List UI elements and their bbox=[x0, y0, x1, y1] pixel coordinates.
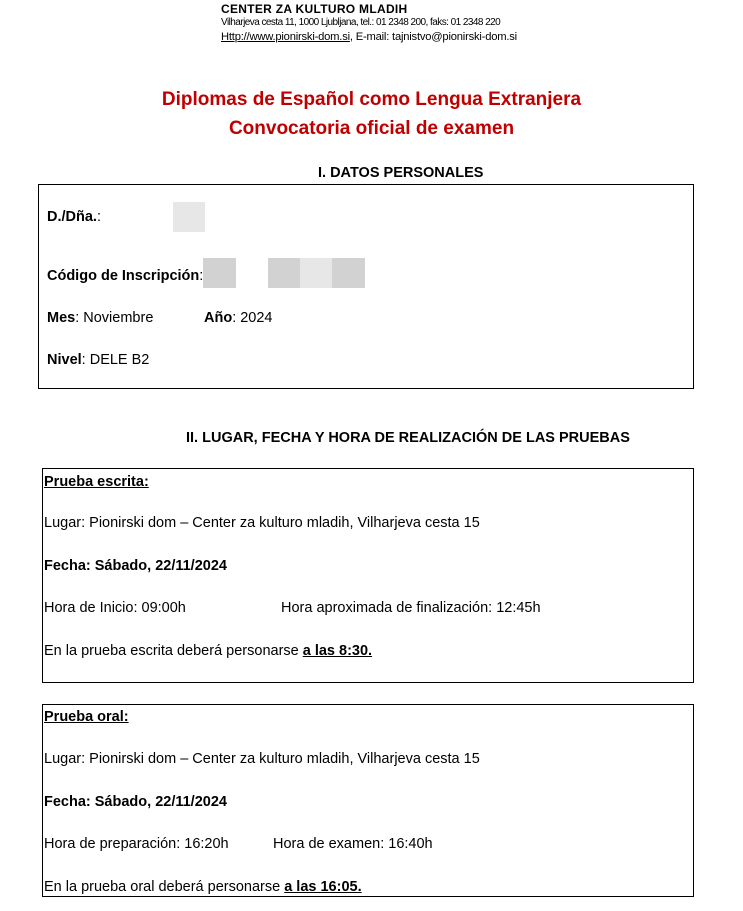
oral-test-exam: Hora de examen: 16:40h bbox=[273, 836, 433, 852]
email-link[interactable]: tajnistvo@pionirski-dom.si bbox=[392, 31, 517, 43]
oral-test-title: Prueba oral: bbox=[44, 709, 129, 725]
name-colon: : bbox=[96, 209, 101, 225]
level-label: Nivel bbox=[47, 352, 82, 368]
name-row bbox=[47, 209, 101, 225]
name-label: D./Dña. bbox=[47, 209, 97, 225]
personal-data-heading: I. DATOS PERSONALES bbox=[318, 165, 484, 181]
org-address: Vilharjeva cesta 11, 1000 Ljubljana, tel.: 01 2348 200, faks: 01 2348 220 bbox=[221, 17, 501, 28]
level-row bbox=[47, 352, 149, 368]
redacted-code-part-1 bbox=[203, 258, 236, 288]
redacted-code-part-2 bbox=[268, 258, 300, 288]
written-test-date: Fecha: Sábado, 22/11/2024 bbox=[44, 558, 227, 574]
document-title: Diplomas de Español como Lengua Extranjera bbox=[161, 89, 582, 110]
month-label: Mes bbox=[47, 310, 76, 326]
code-row bbox=[47, 268, 203, 284]
org-name: CENTER ZA KULTURO MLADIH bbox=[221, 2, 408, 16]
month-row bbox=[47, 310, 153, 326]
code-label: Código de Inscripción bbox=[47, 268, 200, 284]
oral-test-place: Lugar: Pionirski dom – Center za kulturo mladih, Vilharjeva cesta 15 bbox=[44, 751, 480, 767]
tests-heading: II. LUGAR, FECHA Y HORA DE REALIZACIÓN DE LAS PRUEBAS bbox=[186, 430, 630, 446]
oral-arrival-text: En la prueba oral deberá personarse bbox=[44, 879, 285, 895]
year-label: Año bbox=[204, 310, 233, 326]
email-separator: , E-mail: bbox=[349, 31, 393, 43]
oral-test-date: Fecha: Sábado, 22/11/2024 bbox=[44, 794, 227, 810]
code-colon: : bbox=[199, 268, 204, 284]
redacted-code-part-3 bbox=[300, 258, 332, 288]
written-test-title: Prueba escrita: bbox=[44, 474, 149, 490]
written-test-end: Hora aproximada de finalización: 12:45h bbox=[281, 600, 541, 616]
redacted-code-part-4 bbox=[332, 258, 365, 288]
year-value: : 2024 bbox=[232, 310, 273, 326]
org-contact bbox=[221, 31, 517, 43]
oral-test-arrival bbox=[44, 879, 362, 895]
month-value: : Noviembre bbox=[75, 310, 154, 326]
written-test-arrival bbox=[44, 643, 372, 659]
level-value: : DELE B2 bbox=[81, 352, 150, 368]
document-subtitle: Convocatoria oficial de examen bbox=[228, 118, 515, 139]
oral-test-prep: Hora de preparación: 16:20h bbox=[44, 836, 229, 852]
written-arrival-time: a las 8:30. bbox=[302, 643, 373, 659]
redacted-name bbox=[173, 202, 205, 232]
year-row bbox=[204, 310, 273, 326]
oral-arrival-time: a las 16:05. bbox=[284, 879, 362, 895]
written-arrival-text: En la prueba escrita deberá personarse bbox=[44, 643, 303, 659]
website-link[interactable]: Http://www.pionirski-dom.si bbox=[221, 31, 350, 43]
written-test-start: Hora de Inicio: 09:00h bbox=[44, 600, 186, 616]
written-test-place: Lugar: Pionirski dom – Center za kulturo mladih, Vilharjeva cesta 15 bbox=[44, 515, 480, 531]
